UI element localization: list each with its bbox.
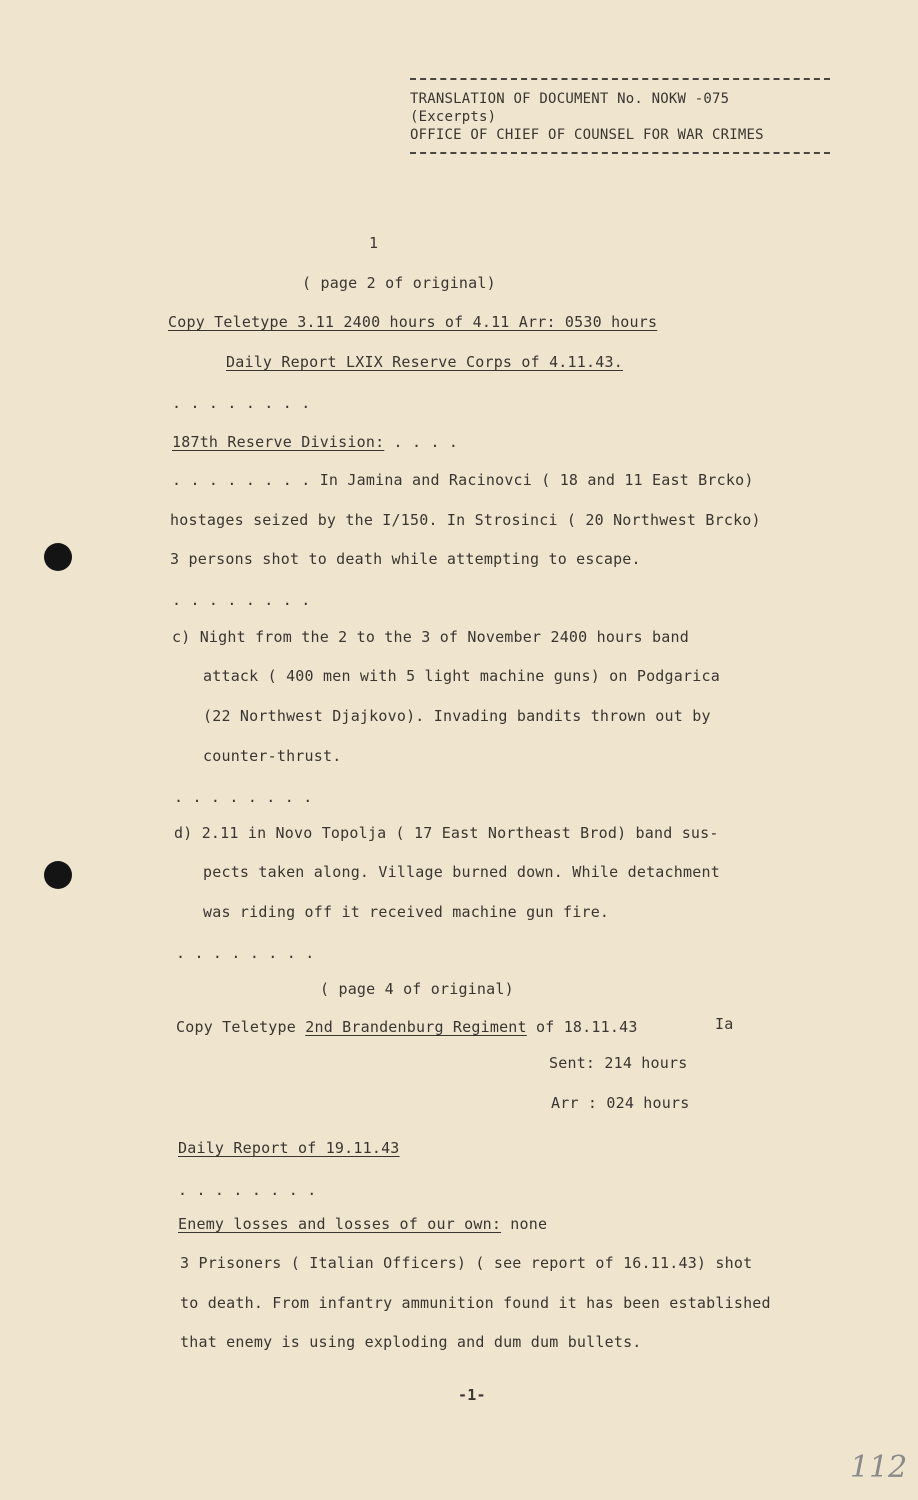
header-bottom-rule bbox=[410, 152, 830, 154]
ellipsis-dots: . . . . . . . . bbox=[172, 394, 311, 412]
item-c-line: counter-thrust. bbox=[203, 747, 342, 765]
ellipsis-dots: . . . . . . . . bbox=[172, 591, 311, 609]
paragraph-line: 3 persons shot to death while attempting to escape. bbox=[170, 550, 641, 568]
punch-hole bbox=[44, 543, 72, 571]
division-heading: 187th Reserve Division: bbox=[172, 433, 385, 451]
translation-header bbox=[410, 78, 830, 154]
prisoner-line: that enemy is using exploding and dum dum bullets. bbox=[180, 1333, 642, 1351]
item-d-line: d) 2.11 in Novo Topolja ( 17 East Northeast Brod) band sus- bbox=[174, 824, 719, 842]
page-footer: -1- bbox=[458, 1386, 486, 1404]
header-excerpts: (Excerpts) bbox=[410, 109, 497, 125]
teletype-copy-date: of 18.11.43 bbox=[526, 1018, 638, 1036]
ellipsis-dots: . . . . . . . . bbox=[176, 944, 315, 962]
original-page-note: ( page 2 of original) bbox=[302, 274, 496, 292]
header-title: TRANSLATION OF DOCUMENT No. NOKW -075 bbox=[410, 91, 730, 107]
ellipsis-dots: . . . . . . . . bbox=[174, 788, 313, 806]
teletype-copy-prefix: Copy Teletype bbox=[176, 1018, 306, 1036]
header-office: OFFICE OF CHIEF OF COUNSEL FOR WAR CRIMES bbox=[410, 127, 764, 143]
prisoner-line: 3 Prisoners ( Italian Officers) ( see report of 16.11.43) shot bbox=[180, 1254, 753, 1272]
item-d-line: was riding off it received machine gun fire. bbox=[203, 903, 610, 921]
division-dots: . . . . bbox=[393, 433, 459, 451]
regiment-name: 2nd Brandenburg Regiment bbox=[305, 1018, 527, 1036]
item-c-line: c) Night from the 2 to the 3 of November 2400 hours band bbox=[172, 628, 689, 646]
ellipsis-dots: . . . . . . . . bbox=[178, 1181, 317, 1199]
ia-marker: Ia bbox=[715, 1015, 734, 1033]
teletype-copy-line: Copy Teletype 3.11 2400 hours of 4.11 Arr: 0530 hours bbox=[168, 313, 658, 331]
paragraph-line: hostages seized by the I/150. In Strosinci ( 20 Northwest Brcko) bbox=[170, 511, 761, 529]
report-title: Daily Report of 19.11.43 bbox=[178, 1139, 400, 1157]
item-c-line: (22 Northwest Djajkovo). Invading bandits thrown out by bbox=[203, 707, 711, 725]
arrival-time: Arr : 024 hours bbox=[551, 1094, 690, 1112]
page-marker: 1 bbox=[369, 234, 379, 252]
report-title: Daily Report LXIX Reserve Corps of 4.11.43. bbox=[226, 353, 623, 371]
losses-label: Enemy losses and losses of our own: bbox=[178, 1215, 502, 1233]
item-d-line: pects taken along. Village burned down. While detachment bbox=[203, 863, 720, 881]
paragraph-lead-dots: . . . . . . . . bbox=[172, 471, 311, 489]
punch-hole bbox=[44, 861, 72, 889]
sent-time: Sent: 214 hours bbox=[549, 1054, 688, 1072]
original-page-note: ( page 4 of original) bbox=[320, 980, 514, 998]
paragraph-line: In Jamina and Racinovci ( 18 and 11 East Brcko) bbox=[319, 471, 754, 489]
handwritten-page-number: 112 bbox=[850, 1450, 908, 1485]
losses-value: none bbox=[501, 1215, 548, 1233]
item-c-line: attack ( 400 men with 5 light machine guns) on Podgarica bbox=[203, 667, 720, 685]
prisoner-line: to death. From infantry ammunition found it has been established bbox=[180, 1294, 771, 1312]
